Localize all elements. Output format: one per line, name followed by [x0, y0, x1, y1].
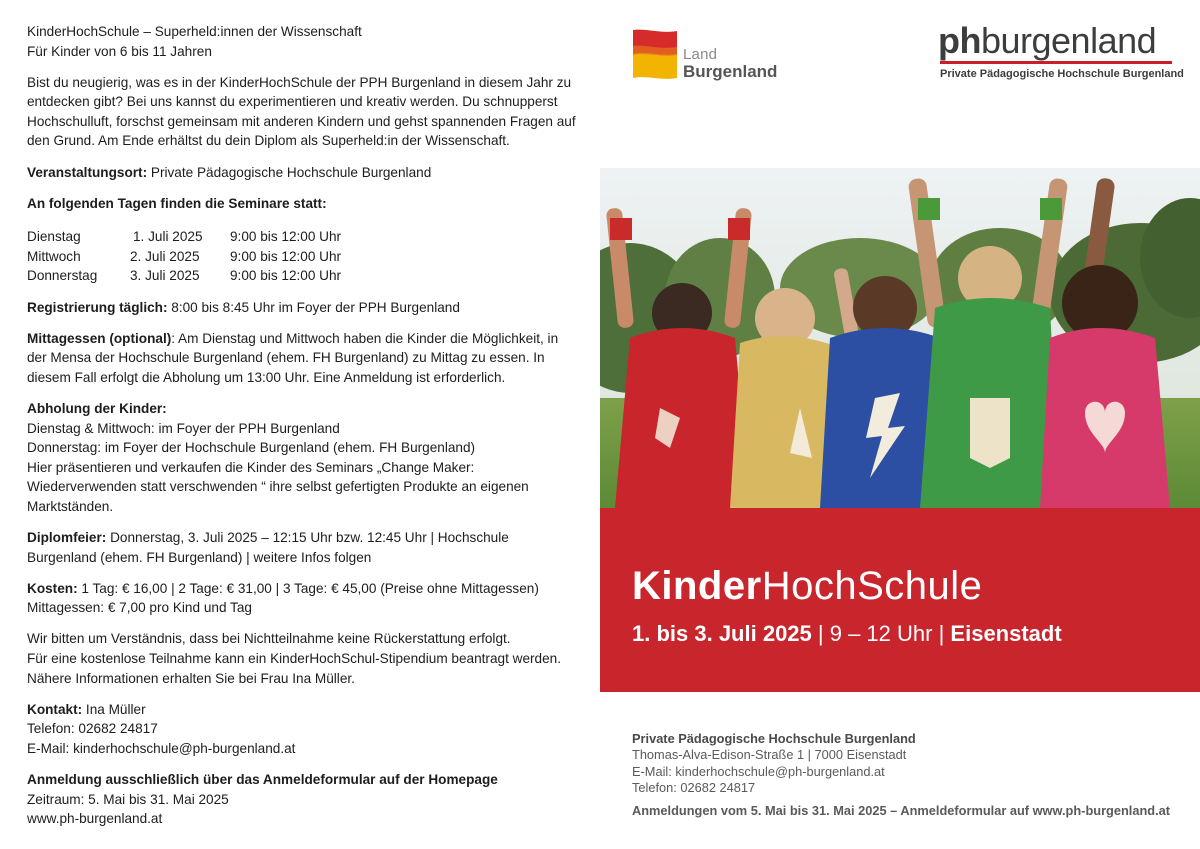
pickup-line-1: Dienstag & Mittwoch: im Foyer der PPH Burgenland: [27, 420, 340, 436]
lunch-value: : Am Dienstag und Mittwoch haben die Kinder die Möglichkeit, in der Mensa der Hochschule Burgenland (ehem. FH Burgenland) zu Mittag zu essen. In diesem Fall erfolgt die Abholung um 13:00 Uhr. Eine Anmeldung ist erforderlich.: [27, 330, 559, 385]
footer-institution: Private Pädagogische Hochschule Burgenland: [632, 731, 916, 746]
ph-burgenland-logo: [938, 20, 1184, 86]
banner-time: 9 – 12 Uhr: [829, 621, 933, 646]
flag-icon: [631, 28, 679, 80]
notice-line-3: Nähere Informationen erhalten Sie bei Frau Ina Müller.: [27, 670, 355, 686]
signup-section: [27, 770, 579, 829]
intro-header: [27, 22, 579, 61]
notice-line-1: Wir bitten um Verständnis, dass bei Nichtteilnahme keine Rückerstattung erfolgt.: [27, 631, 511, 647]
venue-label: Veranstaltungsort:: [27, 164, 148, 180]
registration-section: [27, 298, 579, 318]
contact-label: Kontakt:: [27, 701, 83, 717]
signup-url[interactable]: www.ph-burgenland.at: [27, 811, 163, 827]
schedule-time: 9:00 bis 12:00 Uhr: [230, 268, 342, 284]
intro-description: Bist du neugierig, was es in der KinderHochSchule der PPH Burgenland in diesem Jahr zu entdecken gibt? Bei uns kannst du experimentieren und kreativ werden. Du schnupperst Hochschulluft, forschst gemeinsam mit anderen Kindern und gehst spannenden Fragen auf den Grund. Am Ende erhältst du dein Diplom als Superheld:in der Wissenschaft.: [27, 74, 576, 149]
venue-section: [27, 163, 579, 183]
notice-section: [27, 629, 579, 688]
lunch-label: Mittagessen (optional): [27, 330, 172, 346]
diploma-value: Donnerstag, 3. Juli 2025 – 12:15 Uhr bzw. 12:45 Uhr | Hochschule Burgenland (ehem. FH Burgenland) | weitere Infos folgen: [27, 529, 509, 565]
footer-contact: [632, 731, 916, 797]
schedule-day: Donnerstag: [27, 268, 98, 284]
land-burgenland-logo: [631, 28, 791, 88]
footer-address: Thomas-Alva-Edison-Straße 1 | 7000 Eisenstadt: [632, 747, 907, 763]
schedule-time: 9:00 bis 12:00 Uhr: [230, 248, 342, 264]
footer-email[interactable]: E-Mail: kinderhochschule@ph-burgenland.at: [632, 763, 885, 779]
banner-separator: |: [932, 621, 951, 646]
photo-illustration: [600, 168, 1200, 508]
ph-wordmark-light: burgenland: [980, 20, 1157, 61]
schedule-date: 3. Juli 2025: [130, 268, 200, 284]
banner-place: Eisenstadt: [950, 621, 1062, 646]
diploma-section: [27, 528, 579, 567]
costs-lunch: Mittagessen: € 7,00 pro Kind und Tag: [27, 600, 252, 616]
lunch-section: [27, 329, 579, 388]
title-banner: [600, 508, 1200, 692]
pickup-line-3: Hier präsentieren und verkaufen die Kinder des Seminars „Change Maker: Wiederverwenden statt verschwenden “ ihre selbst gefertigten Produkte an eigenen Marktständen.: [27, 459, 529, 514]
venue-value: Private Pädagogische Hochschule Burgenland: [147, 164, 432, 180]
contact-name: Ina Müller: [82, 701, 146, 717]
banner-title-light: HochSchule: [761, 564, 983, 608]
diploma-label: Diplomfeier:: [27, 529, 107, 545]
contact-section: [27, 700, 579, 759]
schedule-time: 9:00 bis 12:00 Uhr: [230, 229, 342, 245]
age-range: Für Kinder von 6 bis 11 Jahren: [27, 43, 212, 59]
ph-logo-underline: [940, 61, 1172, 64]
notice-line-2: Für eine kostenlose Teilnahme kann ein KinderHochSchul-Stipendium beantragt werden.: [27, 650, 561, 666]
contact-email[interactable]: E-Mail: kinderhochschule@ph-burgenland.at: [27, 740, 296, 756]
schedule-date: 1. Juli 2025: [133, 229, 203, 245]
banner-title-bold: Kinder: [632, 564, 762, 608]
footer-registration: Anmeldungen vom 5. Mai bis 31. Mai 2025 – Anmeldeformular auf www.ph-burgenland.at: [632, 803, 1171, 818]
registration-label: Registrierung täglich:: [27, 299, 168, 315]
ph-logo-subtitle: Private Pädagogische Hochschule Burgenland: [940, 68, 1184, 80]
schedule-date: 2. Juli 2025: [130, 248, 200, 264]
schedule-day: Mittwoch: [27, 248, 81, 264]
banner-title: [632, 564, 982, 609]
pickup-label: Abholung der Kinder:: [27, 400, 167, 416]
signup-period: Zeitraum: 5. Mai bis 31. Mai 2025: [27, 791, 229, 807]
ph-wordmark: [938, 20, 1156, 62]
pickup-section: [27, 399, 579, 517]
cover-column: [600, 0, 1200, 849]
land-label: Land: [683, 46, 718, 63]
costs-label: Kosten:: [27, 580, 78, 596]
flyer-title: KinderHochSchule – Superheld:innen der Wissenschaft: [27, 24, 362, 39]
costs-value: 1 Tag: € 16,00 | 2 Tage: € 31,00 | 3 Tage: € 45,00 (Preise ohne Mittagessen): [77, 580, 539, 596]
burgenland-label: Burgenland: [683, 62, 778, 81]
info-column: [27, 22, 579, 840]
schedule-day: Dienstag: [27, 229, 81, 245]
schedule-table: [27, 227, 579, 286]
ph-wordmark-bold: ph: [938, 20, 981, 61]
contact-phone: Telefon: 02682 24817: [27, 721, 158, 737]
schedule-heading-text: An folgenden Tagen finden die Seminare statt:: [27, 195, 327, 211]
banner-separator: |: [811, 621, 830, 646]
schedule-heading: [27, 194, 579, 214]
banner-dates: 1. bis 3. Juli 2025: [632, 621, 812, 646]
costs-section: [27, 579, 579, 618]
footer-phone: Telefon: 02682 24817: [632, 780, 756, 796]
pickup-line-2: Donnerstag: im Foyer der Hochschule Burgenland (ehem. FH Burgenland): [27, 440, 476, 456]
signup-heading: Anmeldung ausschließlich über das Anmeldeformular auf der Homepage: [27, 771, 498, 787]
superhero-kids-photo: [600, 168, 1200, 508]
registration-value: 8:00 bis 8:45 Uhr im Foyer der PPH Burgenland: [167, 299, 460, 315]
banner-subtitle: [632, 621, 1062, 647]
